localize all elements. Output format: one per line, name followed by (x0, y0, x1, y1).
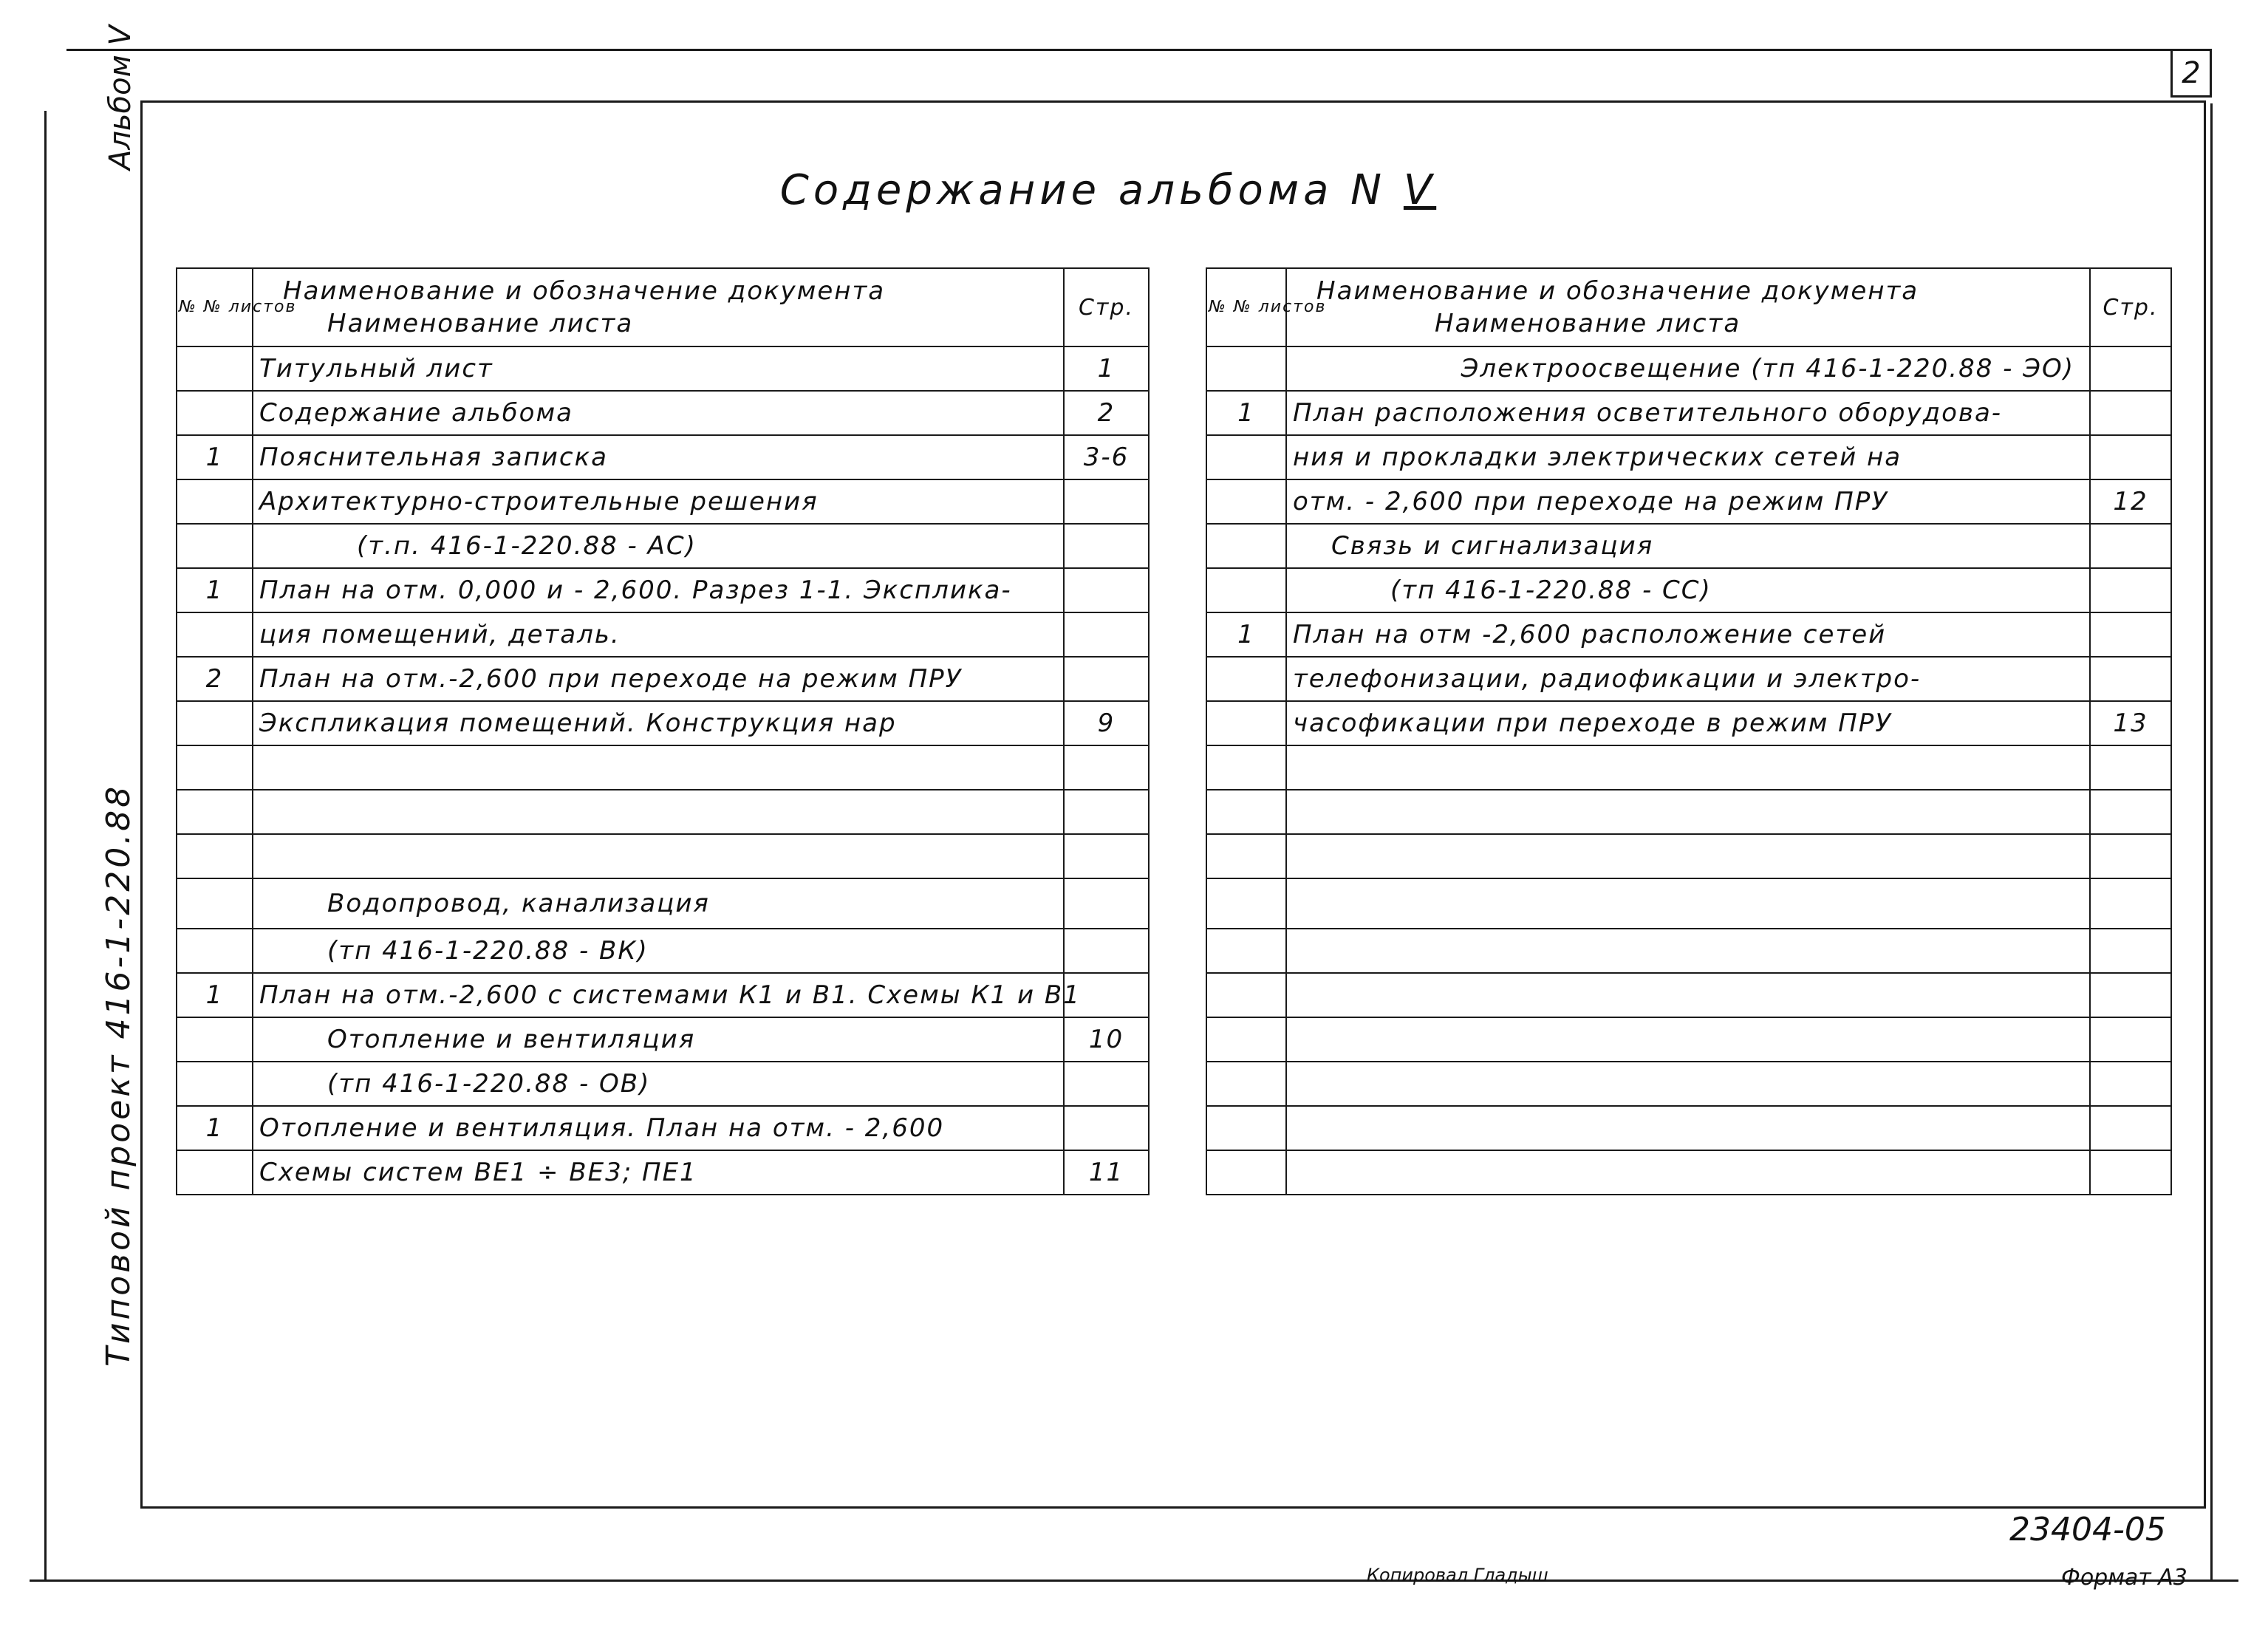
row-num (1206, 435, 1286, 479)
row-name: Водопровод, канализация (253, 878, 1064, 929)
row-num (1206, 479, 1286, 524)
table-row (1206, 435, 2171, 479)
page-number: 2 (2170, 49, 2212, 98)
header-name-line2: Наименование листа (327, 309, 634, 338)
row-num (177, 479, 253, 524)
table-row (177, 973, 1149, 1017)
row-name (1286, 929, 2090, 973)
table-row (1206, 973, 2171, 1017)
row-page (2090, 1106, 2171, 1150)
row-name (253, 745, 1064, 790)
sheet-format: Формат А3 (2061, 1565, 2187, 1591)
row-page (2090, 657, 2171, 701)
row-name: План расположения осветительного оборудова- (1286, 391, 2090, 435)
table-row (1206, 391, 2171, 435)
row-num (177, 878, 253, 929)
row-page (1064, 479, 1149, 524)
table-row (177, 479, 1149, 524)
table-row (177, 612, 1149, 657)
row-num (1206, 657, 1286, 701)
row-num (1206, 929, 1286, 973)
row-num (1206, 568, 1286, 612)
row-name: часофикации при переходе в режим ПРУ (1286, 701, 2090, 745)
header-name-line2: Наименование листа (1435, 309, 1741, 338)
row-num (177, 745, 253, 790)
row-num (177, 834, 253, 878)
row-num (1206, 346, 1286, 391)
left-contents-table (176, 267, 1150, 1195)
row-num (1206, 790, 1286, 834)
table-row (177, 1062, 1149, 1106)
top-sheet-line (66, 49, 2209, 51)
table-row (1206, 745, 2171, 790)
table-row (1206, 701, 2171, 745)
row-page: 2 (1064, 391, 1149, 435)
table-row (177, 701, 1149, 745)
table-row (177, 790, 1149, 834)
page-title (739, 166, 1478, 214)
row-num (177, 524, 253, 568)
table-row (1206, 1106, 2171, 1150)
table-row (177, 1150, 1149, 1195)
table-row (1206, 479, 2171, 524)
row-name: (тп 416-1-220.88 - ОВ) (253, 1062, 1064, 1106)
row-name: ция помещений, деталь. (253, 612, 1064, 657)
row-page (1064, 878, 1149, 929)
table-row (1206, 878, 2171, 929)
row-page (1064, 929, 1149, 973)
row-page (1064, 834, 1149, 878)
row-page (1064, 612, 1149, 657)
project-label: Типовой проект 416-1-220.88 (100, 783, 137, 1367)
row-name: Экспликация помещений. Конструкция нар (253, 701, 1064, 745)
copied-by: Копировал Гладыш (1367, 1565, 1548, 1585)
table-header-row (177, 268, 1149, 346)
album-label: Альбом V (103, 25, 137, 170)
row-page (1064, 657, 1149, 701)
row-page (2090, 878, 2171, 929)
row-page (2090, 973, 2171, 1017)
row-page (2090, 790, 2171, 834)
row-page (1064, 745, 1149, 790)
row-page (2090, 1062, 2171, 1106)
header-name-line1: Наименование и обозначение документа (283, 276, 886, 306)
header-sheet-no: № № листов (177, 268, 253, 346)
right-sheet-line (2210, 103, 2213, 1580)
table-row (1206, 612, 2171, 657)
row-num (1206, 1017, 1286, 1062)
row-num (177, 790, 253, 834)
row-name: Титульный лист (253, 346, 1064, 391)
row-name: (тп 416-1-220.88 - ВК) (253, 929, 1064, 973)
row-num (177, 391, 253, 435)
row-page (1064, 1106, 1149, 1150)
bottom-sheet-line (30, 1580, 2238, 1582)
table-row (1206, 929, 2171, 973)
row-name: (тп 416-1-220.88 - СС) (1286, 568, 2090, 612)
row-num: 1 (177, 973, 253, 1017)
row-num (177, 1150, 253, 1195)
header-doc-name (253, 268, 1064, 346)
row-name: Электроосвещение (тп 416-1-220.88 - ЭО) (1286, 346, 2090, 391)
table-row (1206, 790, 2171, 834)
row-num (177, 346, 253, 391)
table-row (177, 346, 1149, 391)
row-num: 1 (1206, 612, 1286, 657)
row-page: 9 (1064, 701, 1149, 745)
row-num (1206, 973, 1286, 1017)
row-num (1206, 1150, 1286, 1195)
table-row (177, 929, 1149, 973)
table-row (177, 1106, 1149, 1150)
row-page (1064, 790, 1149, 834)
row-name (1286, 973, 2090, 1017)
table-row (177, 524, 1149, 568)
row-name: План на отм. 0,000 и - 2,600. Разрез 1-1. Эксплика- (253, 568, 1064, 612)
table-row (177, 435, 1149, 479)
table-row (177, 834, 1149, 878)
header-doc-name (1286, 268, 2090, 346)
row-num: 1 (177, 1106, 253, 1150)
row-page (2090, 391, 2171, 435)
table-row (1206, 346, 2171, 391)
row-page (1064, 1062, 1149, 1106)
row-num (177, 929, 253, 973)
row-num: 2 (177, 657, 253, 701)
row-num (1206, 1106, 1286, 1150)
row-num (1206, 878, 1286, 929)
row-name (1286, 834, 2090, 878)
row-name: Содержание альбома (253, 391, 1064, 435)
row-num (177, 1062, 253, 1106)
row-num (177, 1017, 253, 1062)
row-name (1286, 878, 2090, 929)
table-row (177, 1017, 1149, 1062)
row-page (2090, 929, 2171, 973)
table-row (1206, 568, 2171, 612)
row-num: 1 (177, 568, 253, 612)
row-name (253, 834, 1064, 878)
table-row (1206, 657, 2171, 701)
title-roman: V (1403, 166, 1437, 214)
row-name: Архитектурно-строительные решения (253, 479, 1064, 524)
table-row (177, 391, 1149, 435)
row-name: План на отм.-2,600 с системами К1 и В1. Схемы К1 и В1 (253, 973, 1064, 1017)
row-num: 1 (177, 435, 253, 479)
row-name (1286, 745, 2090, 790)
row-name: Схемы систем ВЕ1 ÷ ВЕ3; ПЕ1 (253, 1150, 1064, 1195)
table-row (177, 745, 1149, 790)
right-contents-table (1206, 267, 2172, 1195)
row-name (1286, 1062, 2090, 1106)
row-page: 13 (2090, 701, 2171, 745)
row-page: 1 (1064, 346, 1149, 391)
row-num (1206, 834, 1286, 878)
row-name: (т.п. 416-1-220.88 - АС) (253, 524, 1064, 568)
row-name: отм. - 2,600 при переходе на режим ПРУ (1286, 479, 2090, 524)
row-name (1286, 1106, 2090, 1150)
row-page (2090, 745, 2171, 790)
row-page: 3-6 (1064, 435, 1149, 479)
row-num: 1 (1206, 391, 1286, 435)
row-page (2090, 346, 2171, 391)
row-num (1206, 524, 1286, 568)
row-name: телефонизации, радиофикации и электро- (1286, 657, 2090, 701)
row-name: Отопление и вентиляция. План на отм. - 2,600 (253, 1106, 1064, 1150)
row-name: Отопление и вентиляция (253, 1017, 1064, 1062)
row-page (2090, 568, 2171, 612)
row-num (1206, 1062, 1286, 1106)
row-page (2090, 435, 2171, 479)
row-name: Пояснительная записка (253, 435, 1064, 479)
table-row (1206, 1150, 2171, 1195)
row-num (177, 612, 253, 657)
row-page (2090, 1150, 2171, 1195)
row-page: 11 (1064, 1150, 1149, 1195)
table-row (1206, 524, 2171, 568)
row-page (1064, 524, 1149, 568)
row-num (1206, 701, 1286, 745)
row-name: План на отм -2,600 расположение сетей (1286, 612, 2090, 657)
table-row (1206, 834, 2171, 878)
row-name (253, 790, 1064, 834)
header-sheet-no: № № листов (1206, 268, 1286, 346)
row-name: Связь и сигнализация (1286, 524, 2090, 568)
drawing-number: 23404-05 (2009, 1511, 2166, 1548)
row-name (1286, 790, 2090, 834)
row-page (2090, 524, 2171, 568)
table-row (177, 657, 1149, 701)
row-page (2090, 612, 2171, 657)
table-row (1206, 1017, 2171, 1062)
row-page: 10 (1064, 1017, 1149, 1062)
row-page (2090, 834, 2171, 878)
row-name (1286, 1150, 2090, 1195)
row-page: 12 (2090, 479, 2171, 524)
table-row (177, 568, 1149, 612)
header-name-line1: Наименование и обозначение документа (1316, 276, 1919, 306)
row-page (1064, 568, 1149, 612)
title-text: Содержание альбома N (779, 166, 1387, 214)
table-header-row (1206, 268, 2171, 346)
header-page: Стр. (2090, 268, 2171, 346)
row-name (1286, 1017, 2090, 1062)
header-page: Стр. (1064, 268, 1149, 346)
row-page (2090, 1017, 2171, 1062)
table-row (1206, 1062, 2171, 1106)
table-row (177, 878, 1149, 929)
row-name: План на отм.-2,600 при переходе на режим ПРУ (253, 657, 1064, 701)
row-num (177, 701, 253, 745)
row-num (1206, 745, 1286, 790)
row-name: ния и прокладки электрических сетей на (1286, 435, 2090, 479)
left-sheet-line (44, 111, 47, 1581)
